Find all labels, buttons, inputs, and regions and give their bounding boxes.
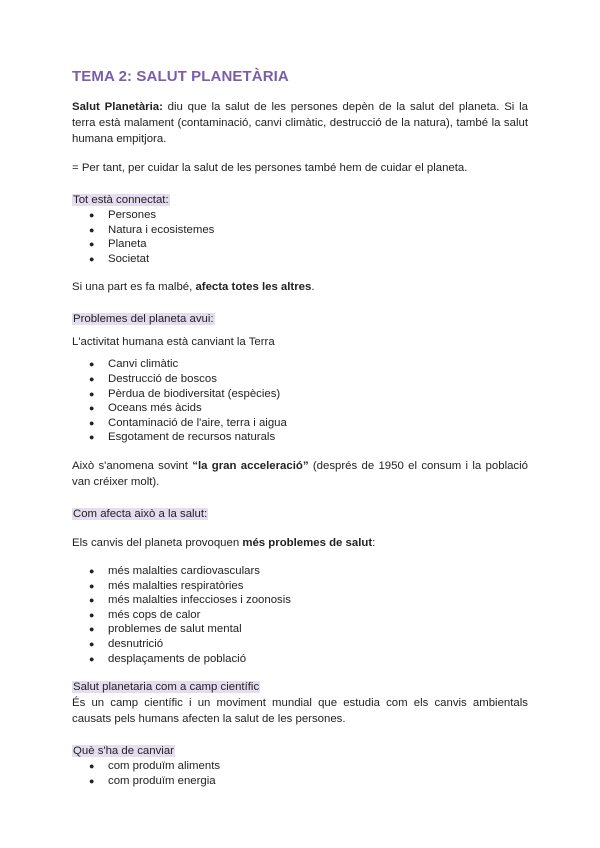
list-item: ● desnutrició <box>89 637 164 650</box>
list-item: ● més malalties cardiovasculars <box>89 564 260 577</box>
bullet-icon: ● <box>89 210 95 220</box>
list-item: ● més malalties infeccioses i zoonosis <box>89 594 291 607</box>
bullet-icon: ● <box>89 595 95 606</box>
bullet-icon: ● <box>89 580 95 591</box>
list-item: ● problemes de salut mental <box>89 623 242 636</box>
section-heading-change: Què s'ha de canviar <box>73 745 174 758</box>
problems-list <box>72 357 528 445</box>
bullet-icon: ● <box>89 638 95 649</box>
list-item: ● com produïm energia <box>89 774 216 787</box>
list-item: ● més malalties respiratòries <box>89 579 244 592</box>
list-item: ● com produïm aliments <box>89 760 221 773</box>
list-item: ● Contaminació de l'aire, terra i aigua <box>89 416 287 429</box>
effects-lead: Els canvis del planeta provoquen més problemes de salut: <box>72 536 376 549</box>
bullet-icon: ● <box>89 761 95 772</box>
conclusion-paragraph: = Per tant, per cuidar la salut de les persones també hem de cuidar el planeta. <box>72 162 468 174</box>
list-item: ● més cops de calor <box>89 608 201 621</box>
list-item: ● Planeta <box>89 238 147 251</box>
page-title: TEMA 2: SALUT PLANETÀRIA <box>72 68 289 85</box>
section-heading-field: Salut planetaria com a camp científic <box>73 681 260 694</box>
list-item: ● Natura i ecosistemes <box>89 223 215 236</box>
section-heading-problems: Problemes del planeta avui: <box>73 313 214 326</box>
bullet-icon: ● <box>89 403 95 414</box>
list-item: ● Canvi climàtic <box>89 358 179 371</box>
intro-term: Salut Planetària: <box>72 101 163 113</box>
connected-note: Si una part es fa malbé, afecta totes les altres. <box>72 281 315 294</box>
list-item: ● Esgotament de recursos naturals <box>89 431 276 444</box>
list-item: ● desplaçaments de població <box>89 652 247 665</box>
list-item: ● Persones <box>89 209 157 221</box>
bullet-icon: ● <box>89 253 95 264</box>
bullet-icon: ● <box>89 653 95 664</box>
bullet-icon: ● <box>89 432 95 443</box>
effects-list <box>72 564 528 666</box>
intro-paragraph <box>72 99 528 147</box>
intro-text: diu que la salut de les persones depèn de la salut del planeta. Si la terra està malament (contaminació, canvi climàtic, destrucció de la natura), també la salut humana empitjora. <box>72 101 528 145</box>
list-item: ● Oceans més àcids <box>89 402 202 415</box>
problems-lead: L'activitat humana està canviant la Terra <box>72 336 275 349</box>
bullet-icon: ● <box>89 775 95 786</box>
bullet-icon: ● <box>89 609 95 620</box>
bullet-icon: ● <box>89 359 95 370</box>
document-page <box>72 68 528 788</box>
bullet-icon: ● <box>89 224 95 235</box>
problems-note: Això s'anomena sovint “la gran acceleració” (després de 1950 el consum i la població van créixer molt). <box>72 459 528 488</box>
bullet-icon: ● <box>89 417 95 428</box>
bullet-icon: ● <box>89 239 95 250</box>
bullet-icon: ● <box>89 565 95 576</box>
connected-list <box>72 208 528 266</box>
list-item: ● Societat <box>89 252 150 265</box>
change-list <box>72 759 528 788</box>
section-heading-effects: Com afecta això a la salut: <box>73 507 208 520</box>
bullet-icon: ● <box>89 373 95 384</box>
section-heading-connected: Tot està connectat: <box>73 194 169 206</box>
field-paragraph: És un camp científic i un moviment mundial que estudia com els canvis ambientals causats pels humans afecten la salut de les persones. <box>72 697 528 726</box>
bullet-icon: ● <box>89 388 95 399</box>
list-item: ● Pèrdua de biodiversitat (espècies) <box>89 387 281 400</box>
bullet-icon: ● <box>89 624 95 635</box>
list-item: ● Destrucció de boscos <box>89 372 217 385</box>
